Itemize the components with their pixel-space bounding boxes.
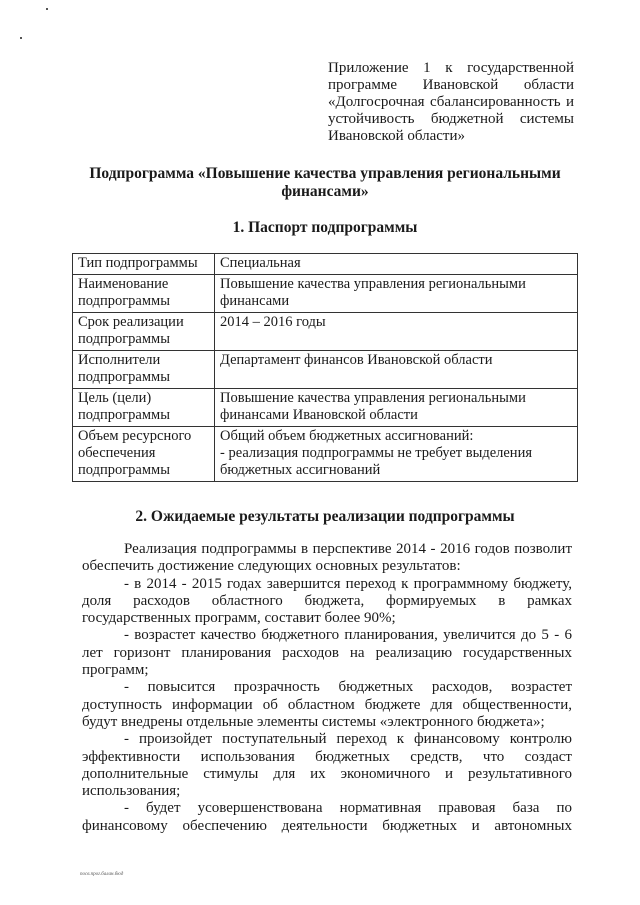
scan-speck [46,8,48,10]
table-value: Повышение качества управления региональными финансами [215,275,578,313]
passport-table [72,253,578,482]
table-value: Общий объем бюджетных ассигнований: [220,428,474,444]
footer-filename: посв.прог.балан.бюд [80,872,124,877]
table-value: Специальная [215,254,578,275]
appendix-line: устойчивость бюджетной системы [328,111,574,127]
subprogram-title: Подпрограмма «Повышение качества управления региональными финансами» [89,165,561,200]
appendix-note [328,60,574,145]
table-key: Цель (цели) подпрограммы [73,389,215,427]
table-key: Объем ресурсного обеспечения подпрограммы [73,427,215,482]
appendix-line: программе Ивановской области [328,77,574,93]
table-value: 2014 – 2016 годы [215,313,578,351]
table-value: Повышение качества управления региональными финансами Ивановской области [215,389,578,427]
section-heading-results: 2. Ожидаемые результаты реализации подпрограммы [135,508,515,525]
table-value-cell [215,427,578,482]
table-value: Департамент финансов Ивановской области [215,351,578,389]
table-key: Исполнители подпрограммы [73,351,215,389]
table-row [73,351,578,389]
table-value: - реализация подпрограммы не требует выделения бюджетных ассигнований [220,445,532,478]
table-row [73,254,578,275]
paragraph: - возрастет качество бюджетного планирования, увеличится до 5 - 6 лет горизонт планирования расходов на реализацию государственных программ; [82,627,572,679]
section-heading-passport: 1. Паспорт подпрограммы [232,219,418,236]
table-row [73,275,578,313]
table-row [73,427,578,482]
appendix-line: Ивановской области» [328,128,465,144]
paragraph: - в 2014 - 2015 годах завершится переход к программному бюджету, доля расходов областного бюджета, формируемых в рамках государственных программ, составит более 90%; [82,575,572,627]
table-row [73,313,578,351]
table-key: Срок реализации подпрограммы [73,313,215,351]
scan-speck [20,37,22,39]
table-row [73,389,578,427]
table-key: Наименование подпрограммы [73,275,215,313]
paragraph: - повысится прозрачность бюджетных расходов, возрастет доступность информации об областном бюджете для общественности, будут внедрены отдельные элементы системы «электронного бюджета»; [82,679,572,730]
paragraph: - будет усовершенствована нормативная правовая база по финансовому обеспечению деятельности бюджетных и автономных [82,800,572,834]
table-key: Тип подпрограммы [73,254,215,275]
results-body [82,541,572,835]
paragraph: - произойдет поступательный переход к финансовому контролю эффективности использования бюджетных средств, что создаст дополнительные стимулы для их экономичного и результативного использования; [82,731,572,800]
appendix-line: «Долгосрочная сбалансированность и [328,94,574,110]
paragraph: Реализация подпрограммы в перспективе 2014 - 2016 годов позволит обеспечить достижение следующих основных результатов: [82,541,572,575]
appendix-line: Приложение 1 к государственной [328,60,574,76]
